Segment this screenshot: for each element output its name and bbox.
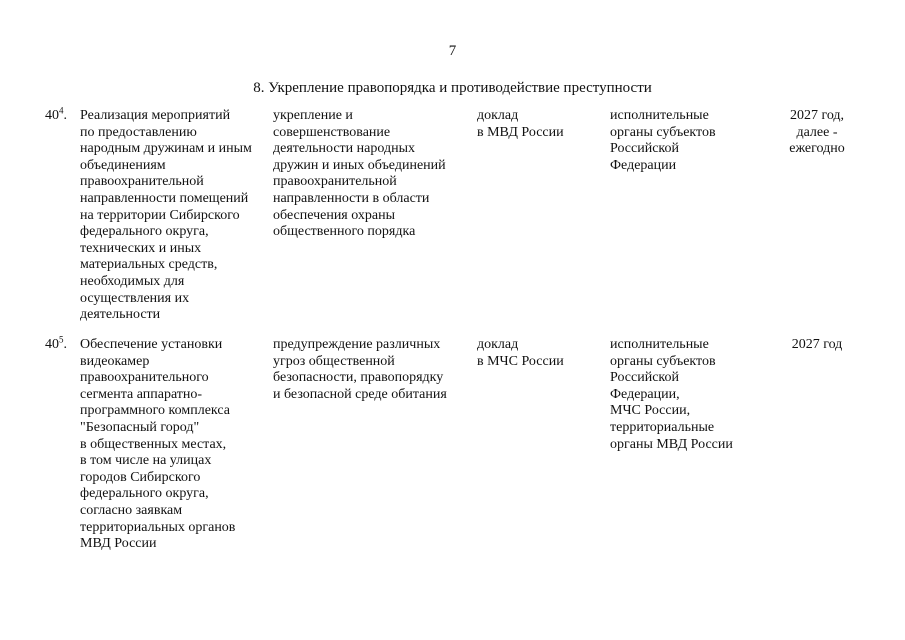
document-cell: доклад в МЧС России [477,337,564,369]
goal-cell: предупреждение различных угроз общественной безопасности, правопорядку и безопасной среде обитания [273,337,447,402]
executors-cell: исполнительные органы субъектов Российской Федерации [610,108,716,173]
executors-cell: исполнительные органы субъектов Российской Федерации, МЧС России, территориальные органы МВД России [610,337,733,452]
goal-cell: укрепление и совершенствование деятельности народных дружин и иных объединений правоохранительной направленности в области обеспечения охраны общественного порядка [273,108,446,240]
activity-cell: Обеспечение установки видеокамер правоохранительного сегмента аппаратно- программного комплекса "Безопасный город" в общественных местах, в том числе на улицах городов Сибирского федерального округа, согласно заявкам территориальных органов МВД России [80,337,236,552]
page-number: 7 [448,43,457,59]
section-title: 8. Укрепление правопорядка и противодействие преступности [253,80,652,96]
row-number: $40^5$. [45,334,67,352]
row-number: $40^4$. [45,105,67,123]
activity-cell: Реализация мероприятий по предоставлению народным дружинам и иным объединениям правоохранительной направленности помещений на территории Сибирского федерального округа, технических и иных материальных средств, необходимых для осуществления их деятельности [80,108,252,323]
term-cell: 2027 год, далее - ежегодно [789,108,845,157]
document-cell: доклад в МВД России [477,108,564,140]
term-cell: 2027 год [791,337,843,352]
